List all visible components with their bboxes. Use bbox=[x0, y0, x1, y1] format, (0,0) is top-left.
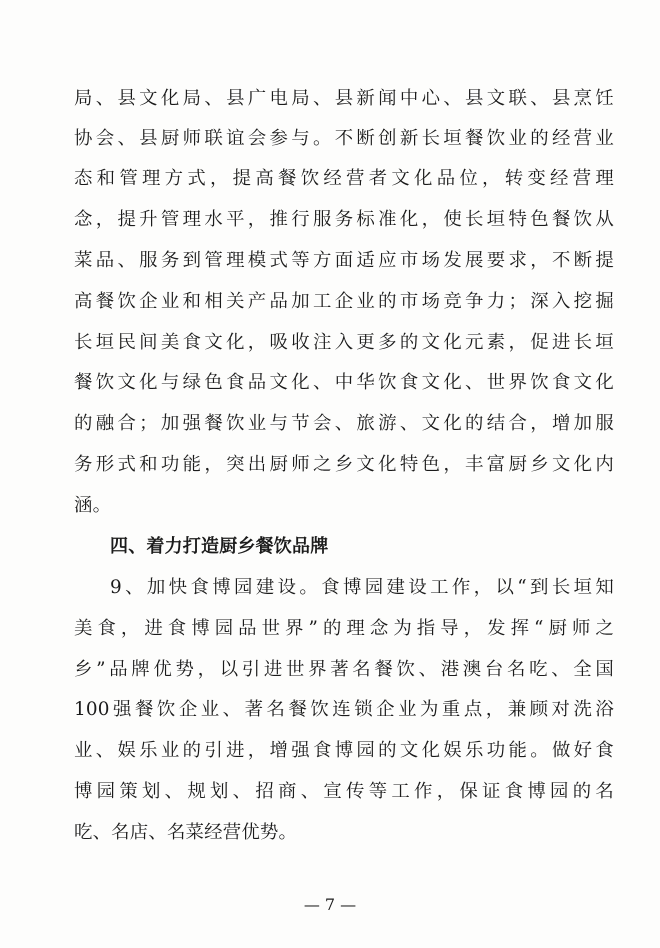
body-line: 菜品、服务到管理模式等方面适应市场发展要求，不断提 bbox=[74, 250, 614, 271]
body-line: 100强餐饮企业、著名餐饮连锁企业为重点，兼顾对洗浴 bbox=[74, 699, 614, 720]
body-line: 博园策划、规划、招商、宣传等工作，保证食博园的名 bbox=[74, 781, 614, 802]
body-line: 局、县文化局、县广电局、县新闻中心、县文联、县烹饪 bbox=[74, 88, 614, 109]
section-heading: 四、着力打造厨乡餐饮品牌 bbox=[110, 536, 329, 557]
body-line: 美食，进食博园品世界”的理念为指导，发挥“厨师之 bbox=[74, 618, 614, 639]
body-line: 协会、县厨师联谊会参与。不断创新长垣餐饮业的经营业 bbox=[74, 128, 614, 149]
page-number: — 7 — bbox=[303, 895, 357, 914]
body-line: 涵。 bbox=[74, 495, 112, 516]
body-line: 吃、名店、名菜经营优势。 bbox=[74, 822, 298, 843]
body-line: 高餐饮企业和相关产品加工企业的市场竞争力；深入挖掘 bbox=[74, 291, 614, 312]
body-line: 的融合；加强餐饮业与节会、旅游、文化的结合，增加服 bbox=[74, 413, 614, 434]
body-line: 业、娱乐业的引进，增强食博园的文化娱乐功能。做好食 bbox=[74, 740, 614, 761]
body-line: 态和管理方式，提高餐饮经营者文化品位，转变经营理 bbox=[74, 168, 614, 189]
body-line: 餐饮文化与绿色食品文化、中华饮食文化、世界饮食文化 bbox=[74, 372, 614, 393]
body-line: 长垣民间美食文化，吸收注入更多的文化元素，促进长垣 bbox=[74, 332, 614, 353]
body-line: 念，提升管理水平，推行服务标准化，使长垣特色餐饮从 bbox=[74, 209, 614, 230]
body-line: 乡”品牌优势，以引进世界著名餐饮、港澳台名吃、全国 bbox=[74, 659, 614, 680]
body-line: 务形式和功能，突出厨师之乡文化特色，丰富厨乡文化内 bbox=[74, 454, 614, 475]
body-line: 9、加快食博园建设。食博园建设工作，以“到长垣知 bbox=[110, 577, 614, 598]
